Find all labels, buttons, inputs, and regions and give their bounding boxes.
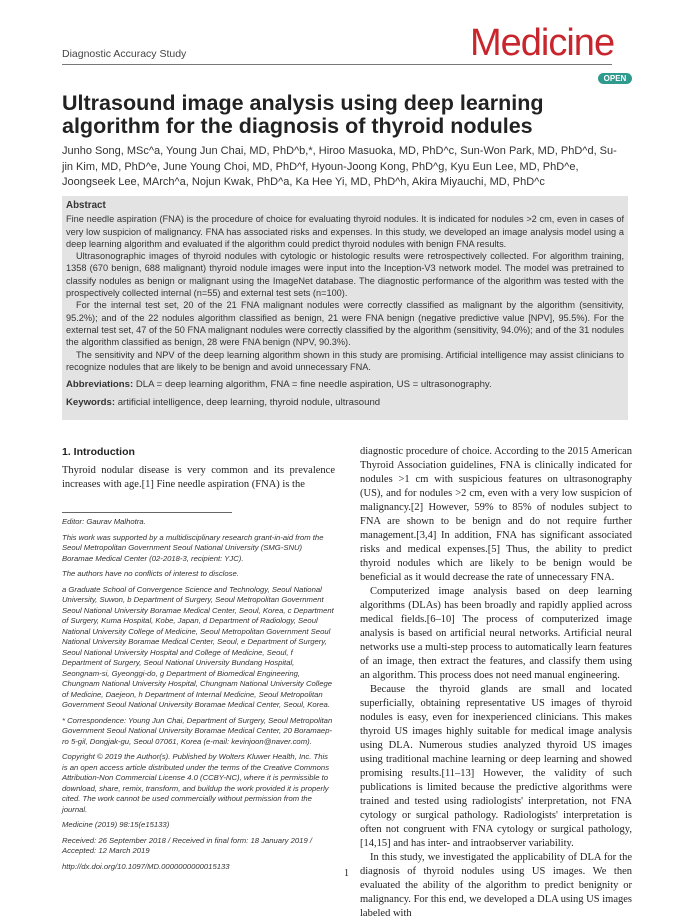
- introduction-heading: 1. Introduction: [62, 446, 135, 458]
- article-type-label: Diagnostic Accuracy Study: [62, 48, 187, 60]
- abstract-box: [62, 196, 628, 420]
- abstract-paragraph-2: Ultrasonographic images of thyroid nodules with cytologic or histologic results were retrospectively collected. For algorithm training, 1358 (670 benign, 688 malignant) thyroid nodule images were input into the Inception-V3 network model. The model was pretrained to classify nodules as benign or malignant using the ImageNet database. The diagnostic performance of the algorithm was tested with the prospectively collected internal (n=55) and external test sets (n=100).: [66, 251, 624, 299]
- author-list: Junho Song, MSc^a, Young Jun Chai, MD, PhD^b,*, Hiroo Masuoka, MD, PhD^c, Sun-Won Park, MD, PhD^d, Su-jin Kim, MD, PhD^e, June Young Choi, MD, PhD^f, Hyoun-Joong Kong, PhD^g, Kyu Eun Lee, MD, PhD^e, Joongseek Lee, MArch^a, Nojun Kwak, PhD^a, Ka Hee Yi, MD, PhD^h, Akira Miyauchi, MD, PhD^c: [62, 145, 617, 188]
- keywords-line: [66, 397, 624, 409]
- abstract-paragraph-1: Fine needle aspiration (FNA) is the procedure of choice for evaluating thyroid nodules. It is indicated for nodules >2 cm, even in cases of very low suspicion of malignancy. FNA has associated risks and expenses. In this study, we developed an image analysis model using a deep learning algorithm and evaluated if the algorithm could predict thyroid nodules with benign FNA results.: [66, 214, 624, 249]
- footnote-editor: Editor: Gaurav Malhotra.: [62, 517, 146, 526]
- keywords-label: Keywords:: [66, 397, 116, 409]
- intro-paragraph-right-2: Computerized image analysis based on deep learning algorithms (DLAs) has been broadly and rapidly applied across medical fields.[6–10] The process of computerized image analysis is based on artificial neural networks. Artificial neural networks use a multi-step process to automatically learn features of an image, then extract the features, and classify them using an algorithm. This process does not need manual engineering.: [360, 586, 632, 681]
- abstract-paragraph-4: The sensitivity and NPV of the deep learning algorithm shown in this study are promising. Artificial intelligence may assist clinicians to recognize nodules that are likely to be benign and avoid unnecessary FNA.: [66, 349, 624, 372]
- footnotes: [62, 517, 335, 877]
- footnote-funding: This work was supported by a multidisciplinary research grant-in-aid from the Seoul Metropolitan Government Seoul National University (SMG-SNU) Boramae Medical Center (02-2018-3, recipient: YJC).: [62, 532, 324, 563]
- footnote-copyright: Copyright © 2019 the Author(s). Published by Wolters Kluwer Health, Inc. This is an open access article distributed under the terms of the Creative Commons Attribution-Non Commercial License 4.0 (CCBY-NC), where it is permissible to download, share, remix, transform, and buildup the work provided it is properly cited. The work cannot be used commercially without permission from the journal.: [62, 752, 330, 814]
- footnote-dates: Received: 26 September 2018 / Received in final form: 18 January 2019 / Accepted: 12 March 2019: [62, 835, 312, 855]
- footnote-rule: [62, 512, 232, 513]
- footnote-correspondence: * Correspondence: Young Jun Chai, Department of Surgery, Seoul Metropolitan Government Seoul National University Boramae Medical Center, 20 Boramaep-ro 5-gil, Dongjak-gu, Seoul 07061, Korea (e-mail: kevinjoon@naver.com).: [62, 715, 333, 746]
- journal-logo: Medicine: [470, 22, 615, 64]
- page-number: 1: [344, 868, 349, 879]
- intro-paragraph-left: Thyroid nodular disease is very common and its prevalence increases with age.[1] Fine needle aspiration (FNA) is the: [62, 465, 335, 490]
- intro-paragraph-right-1: diagnostic procedure of choice. According to the 2015 American Thyroid Association guidelines, FNA is clinically indicated for nodules >1 cm with suspicious features on ultrasonography (US), and for nodules >2 cm, even with a very low suspicion of malignancy.[2] However, 59% to 85% of nodules subject to FNA are shown to be benign and do not require further management.[3,4] In addition, FNA has significant associated risks and medical expenses.[5] Thus, the ability to predict thyroid nodules which are likely to be benign would be beneficial as it would decrease the rate of unnecessary FNA.: [360, 446, 632, 583]
- abbreviations-line: [66, 379, 624, 391]
- article-title: Ultrasound image analysis using deep learning algorithm for the diagnosis of thyroid nodules: [62, 91, 544, 138]
- footnote-doi[interactable]: http://dx.doi.org/10.1097/MD.0000000000015133: [62, 861, 230, 871]
- open-access-badge: OPEN: [598, 73, 632, 84]
- left-column: [62, 446, 335, 492]
- abbreviations-label: Abbreviations:: [66, 379, 134, 391]
- intro-paragraph-right-4: In this study, we investigated the applicability of DLA for the diagnosis of thyroid nodules using US images. We then evaluated the ability of the algorithm to predict benignity or malignancy. For this end, we developed a DLA using US images labeled with: [360, 852, 632, 919]
- keywords-text: artificial intelligence, deep learning, thyroid nodule, ultrasound: [117, 397, 381, 409]
- intro-paragraph-right-3: Because the thyroid glands are small and located superficially, obtaining representative US images of thyroid nodules is easy, even for inexperienced clinicians. This makes thyroid US images highly suitable for medical image analysis using DLA. Numerous studies analyzed thyroid US images using traditional machine learning or deep learning and showed promising results.[11–13] However, the validity of such publications is limited because the predictive algorithms were trained and tested using radiologists' interpretation, not FNA cytology or surgical pathology. Radiologists' interpretation is often not congruent with FNA cytology or surgical pathology,[14,15] and has inter- and intraobserver variability.: [360, 684, 632, 849]
- right-column: [360, 445, 632, 921]
- footnote-citation: Medicine (2019) 98:15(e15133): [62, 820, 170, 829]
- abbreviations-text: DLA = deep learning algorithm, FNA = fine needle aspiration, US = ultrasonography.: [135, 379, 492, 391]
- footnote-conflicts: The authors have no conflicts of interest to disclose.: [62, 569, 239, 578]
- abstract-paragraph-3: For the internal test set, 20 of the 21 FNA malignant nodules were correctly classified as malignant by the algorithm (sensitivity, 95.2%); and of the 22 nodules algorithm classified as benign, 21 were FNA benign (negative predictive value [NPV], 95.5%). For the external test set, 47 of the 50 FNA malignant nodules were correctly classified by the algorithm (sensitivity, 94.0%); and of the 31 nodules the algorithm classified as benign, 28 were FNA benign (NPV, 90.3%).: [66, 300, 624, 348]
- footnote-affiliations: a Graduate School of Convergence Science and Technology, Seoul National University, Suwon, b Department of Surgery, Seoul Metropolitan Government Seoul National University Boramae Medical Center, Seoul, Korea, c Department of Surgery, Kuma Hospital, Kobe, Japan, d Department of Radiology, Seoul National University College of Medicine, Seoul Metropolitan Government Seoul National University Boramae Medical Center, Seoul, e Department of Surgery, Seoul National University Hospital and College of Medicine, Seoul, f Department of Surgery, Seoul National University Bundang Hospital, Seongnam-si, Gyeonggi-do, g Department of Biomedical Engineering, Chungnam National University Hospital, Chungnam National University College of Medicine, Daejeon, h Department of Internal Medicine, Seoul Metropolitan Government Seoul National University Boramae Medical Center, Seoul, Korea.: [62, 584, 334, 709]
- abstract-heading: Abstract: [66, 200, 106, 211]
